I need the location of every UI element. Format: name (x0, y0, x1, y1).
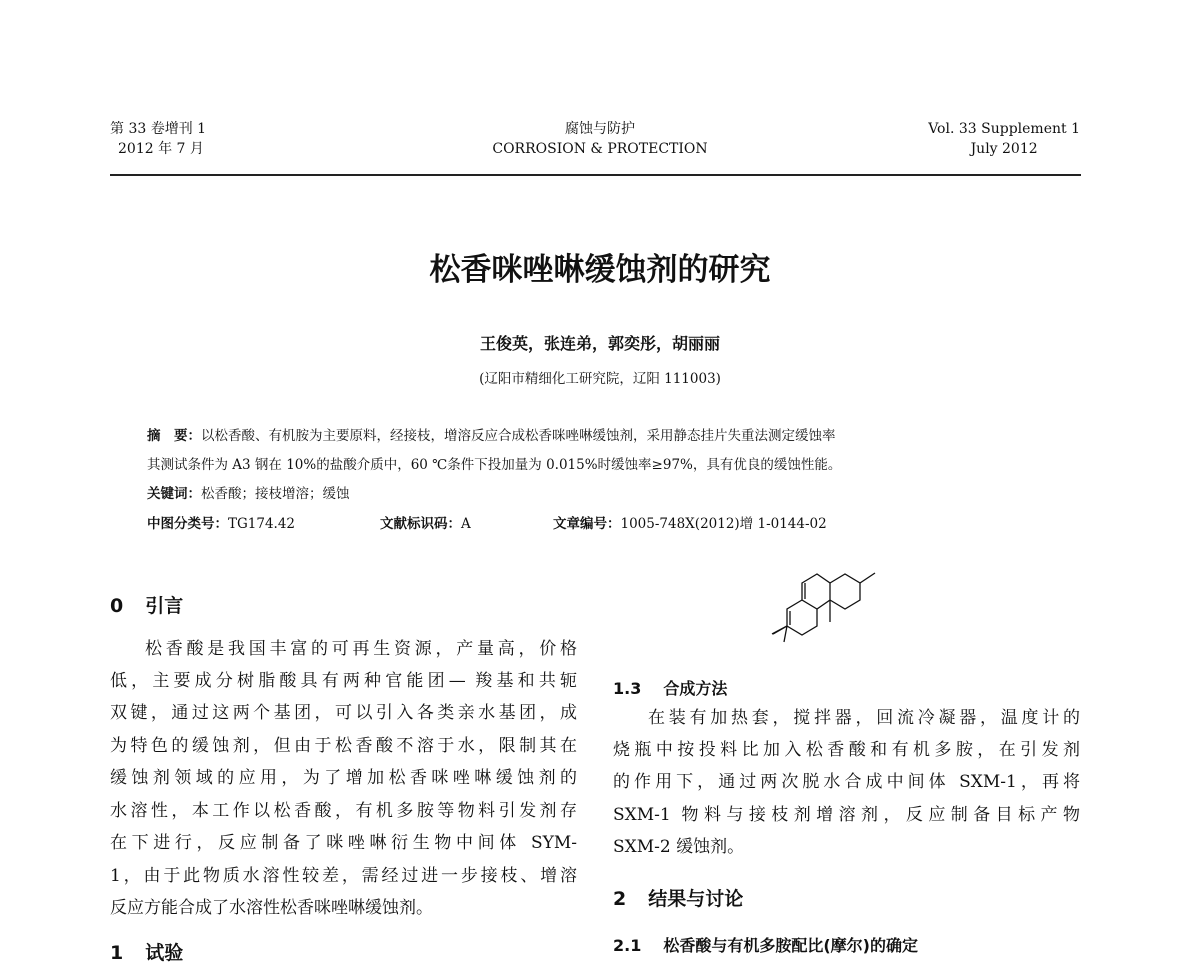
section-number: 0 (110, 595, 124, 617)
section-2-1-heading (613, 933, 918, 956)
article-number-label: 文章编号： (553, 516, 621, 532)
abstract-text: 以松香酸、有机胺为主要原料，经接枝，增溶反应合成松香咪唑啉缓蚀剂，采用静态挂片失重法测定缓蚀率 (201, 428, 836, 444)
section-title: 合成方法 (663, 679, 728, 698)
abietic-acid-structure (770, 568, 930, 664)
date-en: July 2012 (970, 141, 1038, 157)
intro-line: 水溶性，本工作以松香酸，有机多胺等物料引发剂存 (110, 801, 577, 821)
doc-code-label: 文献标识码： (380, 516, 461, 532)
abstract-label: 摘 要： (147, 428, 201, 444)
intro-line: 低，主要成分树脂酸具有两种官能团— 羧基和共轭 (110, 671, 577, 691)
date-text: 2012 年 7 月 (118, 141, 204, 157)
header-rule (110, 174, 1081, 176)
section-0-heading (110, 591, 183, 618)
section-number: 1.3 (613, 679, 642, 698)
section-1-heading (110, 938, 183, 965)
section-title: 结果与讨论 (648, 888, 744, 910)
keywords-value: 松香酸；接枝增溶；缓蚀 (201, 486, 350, 502)
article-number (553, 512, 827, 532)
journal-name-cn: 腐蚀与防护 (565, 121, 635, 137)
article-number-value: 1005-748X(2012)增 1-0144-02 (620, 516, 827, 532)
doc-code (380, 512, 471, 532)
intro-line: 反应方能合成了水溶性松香咪唑啉缓蚀剂。 (110, 898, 433, 918)
classification-label: 中图分类号： (147, 516, 228, 532)
volume-en: Vol. 33 Supplement 1 (928, 121, 1080, 137)
doc-code-value: A (461, 516, 471, 532)
affiliation: (辽阳市精细化工研究院，辽阳 111003) (479, 371, 721, 387)
intro-line: 双键，通过这两个基团，可以引入各类亲水基团，成 (110, 703, 577, 723)
section-title: 引言 (145, 595, 184, 617)
section-title: 试验 (145, 942, 184, 964)
section-number: 2.1 (613, 936, 642, 955)
section-number: 2 (613, 888, 627, 910)
intro-line: 在下进行，反应制备了咪唑啉衍生物中间体 SYM- (110, 833, 577, 853)
synthesis-line: 烧瓶中按投料比加入松香酸和有机多胺，在引发剂 (613, 740, 1080, 760)
intro-line: 1，由于此物质水溶性较差，需经过进一步接枝、增溶 (110, 866, 577, 886)
journal-volume (110, 119, 206, 159)
synthesis-line: SXM-2 缓蚀剂。 (613, 837, 745, 857)
keywords (147, 482, 350, 502)
synthesis-line: 的作用下，通过两次脱水合成中间体 SXM-1，再将 (613, 772, 1080, 792)
classification-value: TG174.42 (228, 516, 296, 532)
synthesis-line: 在装有加热套，搅拌器，回流冷凝器，温度计的 (648, 708, 1080, 728)
keywords-label: 关键词： (147, 486, 201, 502)
authors: 王俊英，张连弟，郭奕彤，胡丽丽 (479, 334, 720, 353)
intro-line: 为特色的缓蚀剂，但由于松香酸不溶于水，限制其在 (110, 736, 577, 756)
synthesis-line: SXM-1 物料与接枝剂增溶剂，反应制备目标产物 (613, 805, 1080, 825)
journal-volume-en (928, 119, 1080, 159)
journal-name-en: CORROSION & PROTECTION (492, 141, 708, 157)
section-number: 1 (110, 942, 124, 964)
paper-title: 松香咪唑啉缓蚀剂的研究 (429, 252, 771, 288)
volume-text: 第 33 卷增刊 1 (110, 121, 207, 137)
abstract-line-1 (147, 424, 836, 444)
classification (147, 512, 295, 532)
section-1-3-heading (613, 676, 727, 699)
section-title: 松香酸与有机多胺配比(摩尔)的确定 (663, 936, 918, 955)
journal-name (400, 119, 800, 159)
intro-line: 缓蚀剂领域的应用，为了增加松香咪唑啉缓蚀剂的 (110, 768, 577, 788)
intro-line: 松香酸是我国丰富的可再生资源，产量高，价格 (145, 639, 577, 659)
section-2-heading (613, 884, 743, 911)
abstract-line-2: 其测试条件为 A3 钢在 10%的盐酸介质中，60 ℃条件下投加量为 0.015%时缓蚀率≥97%，具有优良的缓蚀性能。 (147, 457, 842, 473)
